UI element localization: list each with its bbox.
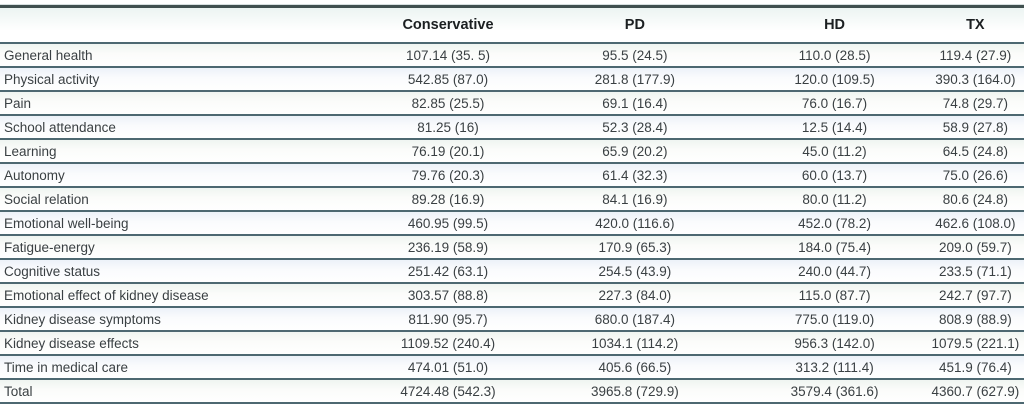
row-label: School attendance	[0, 115, 369, 139]
value-cell: 115.0 (87.7)	[742, 283, 926, 307]
row-label: Fatigue-energy	[0, 235, 369, 259]
value-cell: 233.5 (71.1)	[927, 259, 1024, 283]
value-cell: 81.25 (16)	[369, 115, 528, 139]
value-cell: 452.0 (78.2)	[742, 211, 926, 235]
value-cell: 110.0 (28.5)	[742, 43, 926, 67]
table-row	[0, 259, 1024, 283]
table-row	[0, 67, 1024, 91]
value-cell: 254.5 (43.9)	[527, 259, 742, 283]
value-cell: 236.19 (58.9)	[369, 235, 528, 259]
header-empty-cell	[0, 8, 369, 43]
row-label: Social relation	[0, 187, 369, 211]
table-row	[0, 211, 1024, 235]
row-label: Total	[0, 379, 369, 403]
table-row	[0, 355, 1024, 379]
value-cell: 3965.8 (729.9)	[527, 379, 742, 403]
value-cell: 680.0 (187.4)	[527, 307, 742, 331]
value-cell: 107.14 (35. 5)	[369, 43, 528, 67]
value-cell: 65.9 (20.2)	[527, 139, 742, 163]
value-cell: 956.3 (142.0)	[742, 331, 926, 355]
row-label: Time in medical care	[0, 355, 369, 379]
value-cell: 1109.52 (240.4)	[369, 331, 528, 355]
value-cell: 76.0 (16.7)	[742, 91, 926, 115]
header-conservative: Conservative	[369, 8, 528, 43]
value-cell: 80.6 (24.8)	[927, 187, 1024, 211]
value-cell: 227.3 (84.0)	[527, 283, 742, 307]
value-cell: 95.5 (24.5)	[527, 43, 742, 67]
value-cell: 775.0 (119.0)	[742, 307, 926, 331]
value-cell: 84.1 (16.9)	[527, 187, 742, 211]
table-row	[0, 187, 1024, 211]
header-row	[0, 8, 1024, 43]
value-cell: 390.3 (164.0)	[927, 67, 1024, 91]
value-cell: 1034.1 (114.2)	[527, 331, 742, 355]
value-cell: 405.6 (66.5)	[527, 355, 742, 379]
value-cell: 474.01 (51.0)	[369, 355, 528, 379]
value-cell: 64.5 (24.8)	[927, 139, 1024, 163]
value-cell: 89.28 (16.9)	[369, 187, 528, 211]
value-cell: 1079.5 (221.1)	[927, 331, 1024, 355]
table-row	[0, 115, 1024, 139]
table-row	[0, 139, 1024, 163]
value-cell: 313.2 (111.4)	[742, 355, 926, 379]
row-label: Kidney disease effects	[0, 331, 369, 355]
value-cell: 45.0 (11.2)	[742, 139, 926, 163]
header-tx: TX	[927, 8, 1024, 43]
value-cell: 460.95 (99.5)	[369, 211, 528, 235]
header-hd: HD	[742, 8, 926, 43]
value-cell: 76.19 (20.1)	[369, 139, 528, 163]
value-cell: 69.1 (16.4)	[527, 91, 742, 115]
value-cell: 79.76 (20.3)	[369, 163, 528, 187]
table-row	[0, 91, 1024, 115]
row-label: Pain	[0, 91, 369, 115]
table-row	[0, 331, 1024, 355]
value-cell: 184.0 (75.4)	[742, 235, 926, 259]
value-cell: 61.4 (32.3)	[527, 163, 742, 187]
value-cell: 420.0 (116.6)	[527, 211, 742, 235]
value-cell: 60.0 (13.7)	[742, 163, 926, 187]
value-cell: 808.9 (88.9)	[927, 307, 1024, 331]
table-row	[0, 235, 1024, 259]
header-pd: PD	[527, 8, 742, 43]
value-cell: 240.0 (44.7)	[742, 259, 926, 283]
value-cell: 80.0 (11.2)	[742, 187, 926, 211]
table-row	[0, 163, 1024, 187]
row-label: Emotional well-being	[0, 211, 369, 235]
outcomes-table	[0, 8, 1024, 404]
value-cell: 4360.7 (627.9)	[927, 379, 1024, 403]
value-cell: 120.0 (109.5)	[742, 67, 926, 91]
value-cell: 251.42 (63.1)	[369, 259, 528, 283]
value-cell: 170.9 (65.3)	[527, 235, 742, 259]
value-cell: 542.85 (87.0)	[369, 67, 528, 91]
row-label: General health	[0, 43, 369, 67]
table-row	[0, 307, 1024, 331]
value-cell: 74.8 (29.7)	[927, 91, 1024, 115]
value-cell: 119.4 (27.9)	[927, 43, 1024, 67]
value-cell: 52.3 (28.4)	[527, 115, 742, 139]
table-row-total	[0, 379, 1024, 403]
value-cell: 811.90 (95.7)	[369, 307, 528, 331]
value-cell: 4724.48 (542.3)	[369, 379, 528, 403]
row-label: Learning	[0, 139, 369, 163]
value-cell: 3579.4 (361.6)	[742, 379, 926, 403]
value-cell: 75.0 (26.6)	[927, 163, 1024, 187]
table-row	[0, 43, 1024, 67]
row-label: Emotional effect of kidney disease	[0, 283, 369, 307]
value-cell: 12.5 (14.4)	[742, 115, 926, 139]
value-cell: 209.0 (59.7)	[927, 235, 1024, 259]
value-cell: 58.9 (27.8)	[927, 115, 1024, 139]
value-cell: 82.85 (25.5)	[369, 91, 528, 115]
row-label: Autonomy	[0, 163, 369, 187]
value-cell: 451.9 (76.4)	[927, 355, 1024, 379]
value-cell: 303.57 (88.8)	[369, 283, 528, 307]
value-cell: 281.8 (177.9)	[527, 67, 742, 91]
value-cell: 462.6 (108.0)	[927, 211, 1024, 235]
table-row	[0, 283, 1024, 307]
row-label: Cognitive status	[0, 259, 369, 283]
row-label: Kidney disease symptoms	[0, 307, 369, 331]
value-cell: 242.7 (97.7)	[927, 283, 1024, 307]
row-label: Physical activity	[0, 67, 369, 91]
